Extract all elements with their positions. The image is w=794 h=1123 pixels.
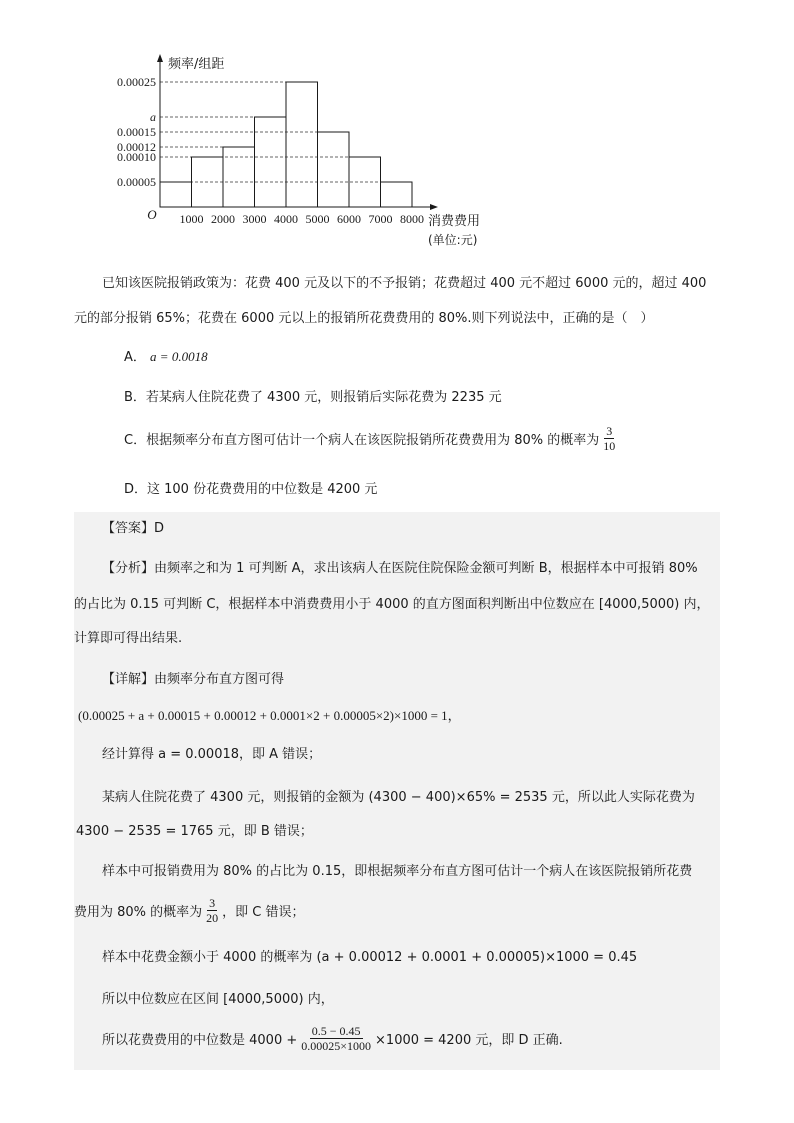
equation-1: (0.00025 + a + 0.00015 + 0.00012 + 0.0001×2 + 0.00005×2)×1000 = 1， [78, 708, 461, 723]
equation-6-fraction [204, 896, 220, 926]
option-a [124, 346, 208, 365]
answer-line: 【答案】D [102, 521, 165, 536]
equation-6-denominator: 20 [206, 911, 219, 926]
equation-6-prefix: 费用为 80% 的概率为 [74, 905, 203, 921]
histogram-bar [381, 182, 413, 207]
option-c [124, 424, 619, 454]
equation-7: 样本中花费金额小于 4000 的概率为 (a + 0.00012 + 0.0001 + 0.00005)×1000 = 0.45 [102, 950, 638, 965]
equation-8: 所以中位数应在区间 [4000,5000) 内， [102, 992, 334, 1007]
equation-6-numerator: 3 [209, 896, 216, 910]
analysis-line-2: 的占比为 0.15 可判断 C，根据样本中消费费用小于 4000 的直方图面积判断出中位数应在 [4000,5000) 内， [74, 597, 710, 612]
x-tick-label: 7000 [368, 212, 393, 226]
equation-9 [102, 1024, 563, 1054]
y-tick-label: 0.00010 [117, 150, 156, 164]
y-tick-label: 0.00015 [117, 125, 156, 139]
x-tick-label: 4000 [274, 212, 298, 226]
option-b: B．若某病人住院花费了 4300 元，则报销后实际花费为 2235 元 [124, 390, 502, 405]
equation-6 [74, 896, 305, 926]
frequency-histogram [0, 0, 794, 260]
option-c-numerator: 3 [606, 424, 613, 438]
question-line-2: 元的部分报销 65%；花费在 6000 元以上的报销所花费费用的 80%.则下列说法中，正确的是（ ） [74, 311, 654, 326]
equation-6-suffix: ，即 C 错误； [222, 905, 305, 921]
question-line-1: 已知该医院报销政策为：花费 400 元及以下的不予报销；花费超过 400 元不超过 6000 元的，超过 400 [102, 276, 707, 291]
equation-9-fraction [299, 1024, 373, 1054]
option-c-text: C．根据频率分布直方图可估计一个病人在该医院报销所花费费用为 80% 的概率为 [124, 433, 600, 449]
x-axis-label: 消费费用 [428, 214, 481, 229]
option-a-label: A． [124, 350, 146, 365]
y-tick-label: 0.00025 [117, 75, 156, 89]
y-tick-label: 0.00012 [117, 140, 156, 154]
histogram-bar [255, 117, 287, 207]
option-d: D．这 100 份花费费用的中位数是 4200 元 [124, 482, 378, 497]
x-axis-unit: (单位:元) [428, 233, 478, 247]
y-axis-arrow [157, 54, 163, 62]
histogram-bar [160, 182, 192, 207]
x-tick-label: 1000 [179, 212, 204, 226]
equation-9-suffix: ×1000 = 4200 元，即 D 正确. [375, 1033, 563, 1049]
x-tick-label: 2000 [211, 212, 235, 226]
option-c-denominator: 10 [603, 439, 616, 454]
histogram-bar [223, 147, 255, 207]
option-a-math: a = 0.0018 [150, 349, 208, 364]
equation-9-numerator: 0.5 − 0.45 [311, 1024, 361, 1038]
analysis-line-1: 【分析】由频率之和为 1 可判断 A，求出该病人在医院住院保险金额可判断 B，根据样本中可报销 80% [102, 561, 698, 576]
equation-3: 某病人住院花费了 4300 元，则报销的金额为 (4300 − 400)×65% = 2535 元，所以此人实际花费为 [102, 790, 695, 805]
x-tick-label: 3000 [242, 212, 267, 226]
detail-heading: 【详解】由频率分布直方图可得 [102, 672, 285, 687]
x-axis-arrow [430, 204, 438, 210]
equation-4: 4300 − 2535 = 1765 元，即 B 错误； [76, 824, 313, 839]
histogram-bar [318, 132, 350, 207]
x-tick-label: 6000 [337, 212, 361, 226]
option-c-fraction [601, 424, 617, 454]
equation-2: 经计算得 a = 0.00018，即 A 错误； [102, 747, 322, 762]
y-tick-label: a [150, 110, 156, 124]
equation-9-denominator: 0.00025×1000 [301, 1039, 372, 1054]
y-axis-label: 频率/组距 [168, 57, 225, 72]
origin-label: O [147, 207, 157, 222]
analysis-line-3: 计算即可得出结果. [74, 631, 183, 646]
equation-9-prefix: 所以花费费用的中位数是 4000 + [102, 1033, 298, 1049]
equation-5: 样本中可报销费用为 80% 的占比为 0.15，即根据频率分布直方图可估计一个病人在该医院报销所花费 [102, 864, 693, 879]
x-tick-label: 5000 [305, 212, 330, 226]
y-tick-label: 0.00005 [117, 175, 156, 189]
histogram-bar [286, 82, 318, 207]
x-tick-label: 8000 [400, 212, 424, 226]
